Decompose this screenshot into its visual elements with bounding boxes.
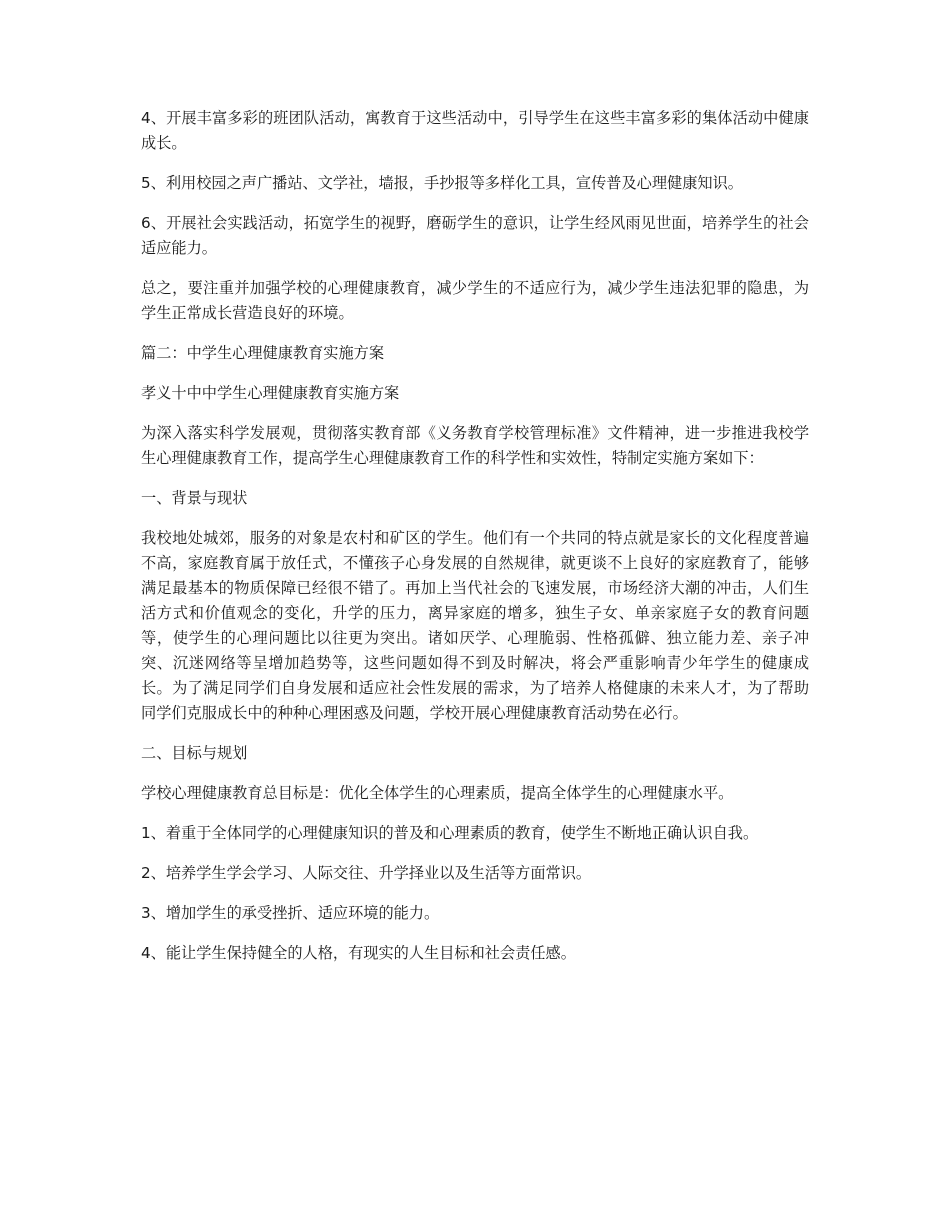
list-item-4-class-activities: 4、开展丰富多彩的班团队活动，寓教育于这些活动中，引导学生在这些丰富多彩的集体活动中健康成长。 — [141, 109, 809, 152]
plan-title: 孝义十中中学生心理健康教育实施方案 — [141, 384, 400, 402]
summary-paragraph: 总之，要注重并加强学校的心理健康教育，减少学生的不适应行为，减少学生违法犯罪的隐患，为学生正常成长营造良好的环境。 — [141, 279, 809, 322]
intro-paragraph: 为深入落实科学发展观，贯彻落实教育部《义务教育学校管理标准》文件精神，进一步推进我校学生心理健康教育工作，提高学生心理健康教育工作的科学性和实效性，特制定实施方案如下： — [141, 424, 809, 467]
section-title-part-two: 篇二：中学生心理健康教育实施方案 — [141, 344, 384, 362]
heading-background: 一、背景与现状 — [141, 489, 248, 507]
heading-goals: 二、目标与规划 — [141, 744, 248, 762]
overall-goal-paragraph: 学校心理健康教育总目标是：优化全体学生的心理素质，提高全体学生的心理健康水平。 — [141, 784, 734, 802]
list-item-6-social-practice: 6、开展社会实践活动，拓宽学生的视野，磨砺学生的意识，让学生经风雨见世面，培养学生的社会适应能力。 — [141, 214, 809, 257]
list-item-5-publicity-tools: 5、利用校园之声广播站、文学社，墙报，手抄报等多样化工具，宣传普及心理健康知识。 — [141, 174, 743, 192]
document-body — [141, 106, 809, 981]
goal-item-4: 4、能让学生保持健全的人格，有现实的人生目标和社会责任感。 — [141, 944, 576, 962]
goal-item-3: 3、增加学生的承受挫折、适应环境的能力。 — [141, 904, 440, 922]
background-paragraph: 我校地处城郊，服务的对象是农村和矿区的学生。他们有一个共同的特点就是家长的文化程度普遍不高，家庭教育属于放任式，不懂孩子心身发展的自然规律，就更谈不上良好的家庭教育了，能够满足最基本的物质保障已经很不错了。再加上当代社会的飞速发展，市场经济大潮的冲击，人们生活方式和价值观念的变化，升学的压力，离异家庭的增多，独生子女、单亲家庭子女的教育问题等，使学生的心理问题比以往更为突出。诸如厌学、心理脆弱、性格孤僻、独立能力差、亲子冲突、沉迷网络等呈增加趋势等，这些问题如得不到及时解决，将会严重影响青少年学生的健康成长。为了满足同学们自身发展和适应社会性发展的需求，为了培养人格健康的未来人才，为了帮助同学们克服成长中的种种心理困惑及问题，学校开展心理健康教育活动势在必行。 — [141, 529, 809, 722]
goal-item-1: 1、着重于全体同学的心理健康知识的普及和心理素质的教育，使学生不断地正确认识自我。 — [141, 824, 759, 842]
goal-item-2: 2、培养学生学会学习、人际交往、升学择业以及生活等方面常识。 — [141, 864, 592, 882]
